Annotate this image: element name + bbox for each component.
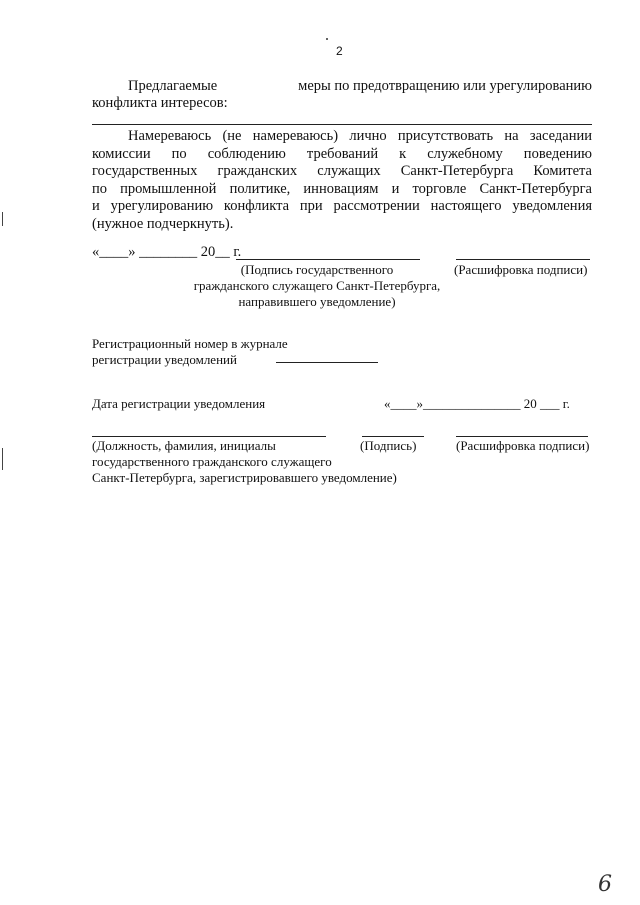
intent-line-5: и урегулированию конфликта при рассмотрении настоящего уведомления	[92, 198, 592, 214]
decode-caption-2: (Расшифровка подписи)	[456, 438, 590, 453]
handwritten-page-number: 6	[598, 872, 612, 897]
reg-number-label-2: регистрации уведомлений	[92, 352, 237, 367]
reg-number-line[interactable]	[276, 362, 378, 363]
intent-line-6: (нужное подчеркнуть).	[92, 215, 234, 232]
reg-number-label-1: Регистрационный номер в журнале	[92, 336, 288, 351]
decode-line-1[interactable]	[456, 259, 590, 260]
decode-line-2[interactable]	[456, 436, 588, 437]
scan-mark-2	[2, 448, 3, 470]
position-caption-line-2: государственного гражданского служащего	[92, 454, 332, 469]
signature-caption-line-3: направившего уведомление)	[238, 294, 396, 309]
proposal-line1-right: меры по предотвращению или урегулированию	[298, 78, 592, 94]
intent-line-4: по промышленной политике, инновациям и торговле Санкт-Петербурга	[92, 180, 592, 197]
page-number: 2	[336, 44, 343, 58]
intent-line-3: государственных гражданских служащих Санкт-Петербурга Комитета	[92, 163, 592, 179]
reg-date-label: Дата регистрации уведомления	[92, 396, 266, 411]
position-caption-line-1: (Должность, фамилия, инициалы	[92, 438, 276, 453]
intent-line-2: комиссии по соблюдению требований к служебному поведению	[92, 145, 592, 162]
scan-dot	[326, 38, 328, 40]
signature-caption-2: (Подпись)	[360, 438, 417, 453]
signature-line-2[interactable]	[362, 436, 424, 437]
reg-date-field[interactable]: «____»_______________ 20 ___ г.	[384, 396, 570, 411]
proposal-line2: конфликта интересов:	[92, 95, 228, 111]
proposal-answer-line[interactable]	[92, 124, 592, 125]
decode-caption-1: (Расшифровка подписи)	[454, 262, 588, 277]
signature-caption-line-2: гражданского служащего Санкт-Петербурга,	[193, 278, 441, 293]
date-field-1[interactable]: «____» ________ 20__ г.	[92, 244, 242, 260]
position-line[interactable]	[92, 436, 326, 437]
intent-line-1: Намереваюсь (не намереваюсь) лично присутствовать на заседании	[128, 128, 592, 144]
intent-paragraph	[92, 128, 592, 233]
position-caption	[92, 438, 397, 486]
proposal-line1-left: Предлагаемые	[128, 78, 218, 94]
signature-line-1[interactable]	[236, 259, 420, 260]
signature-caption-1	[188, 262, 446, 310]
position-caption-line-3: Санкт-Петербурга, зарегистрировавшего уведомление)	[92, 470, 397, 485]
signature-caption-line-1: (Подпись государственного	[240, 262, 394, 277]
scan-mark-1	[2, 212, 3, 226]
